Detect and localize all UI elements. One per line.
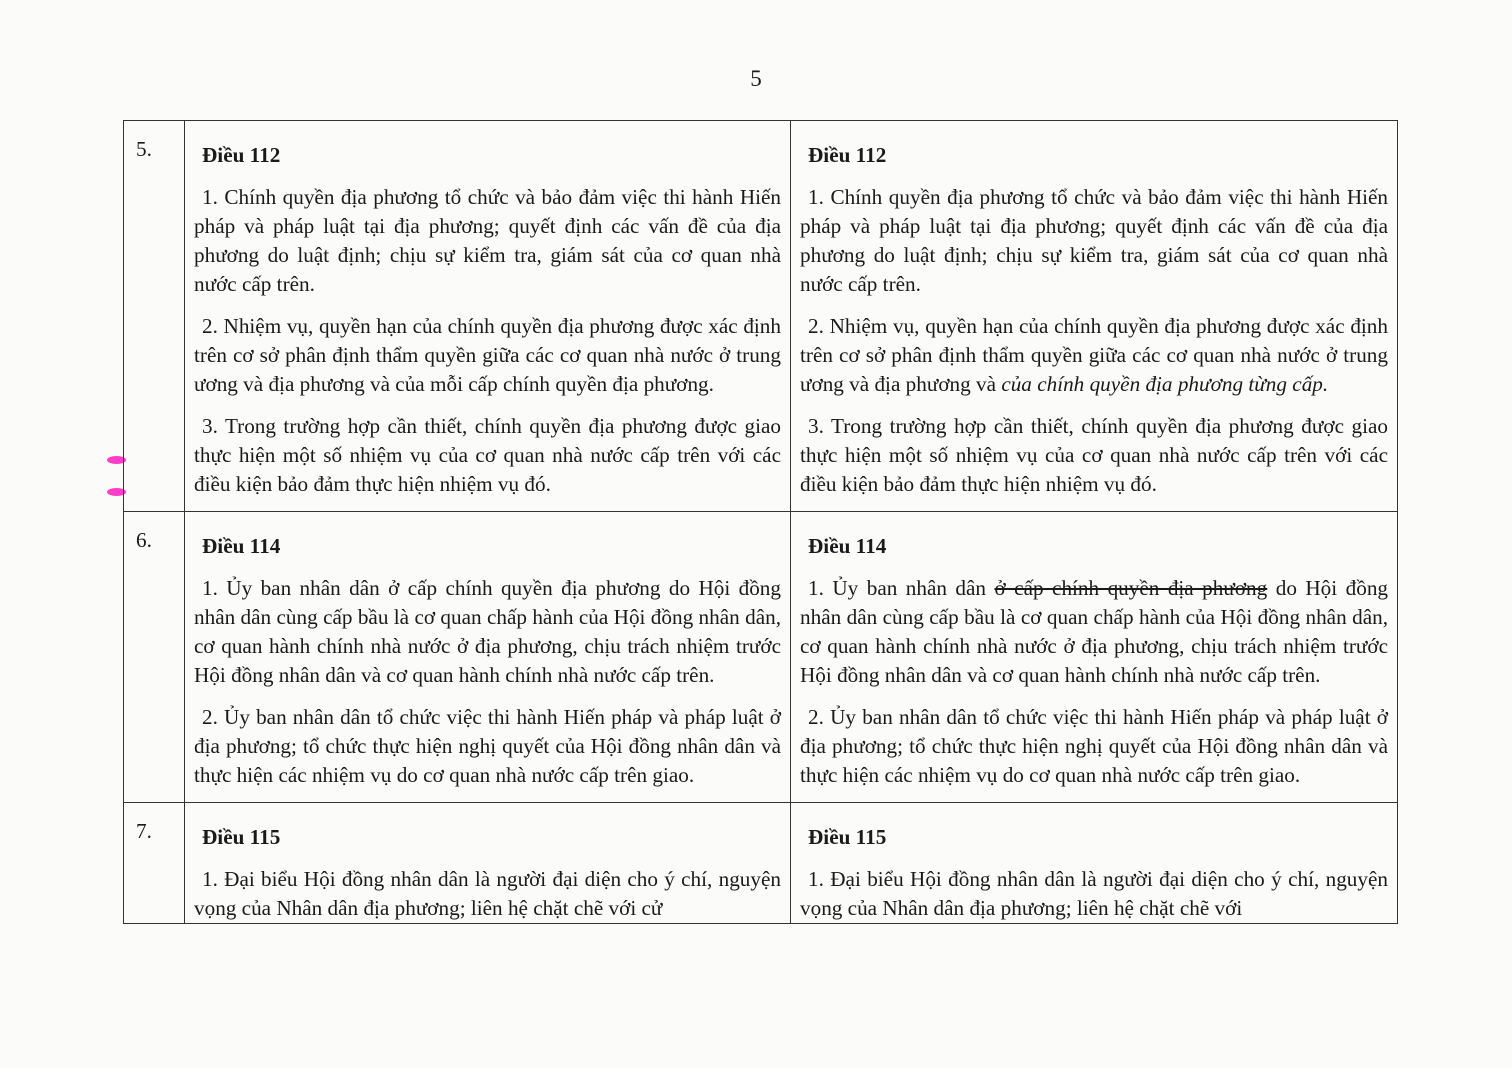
amended-text-cell — [791, 512, 1398, 803]
article-title: Điều 115 — [808, 825, 887, 849]
original-text-cell — [185, 512, 791, 803]
clause: 2. Ủy ban nhân dân tổ chức việc thi hành Hiến pháp và pháp luật ở địa phương; tổ chức thực hiện nghị quyết của Hội đồng nhân dân và thực hiện các nhiệm vụ do cơ quan nhà nước cấp trên giao. — [194, 705, 781, 787]
row-number: 5. — [124, 121, 185, 512]
clause: 1. Đại biểu Hội đồng nhân dân là người đại diện cho ý chí, nguyện vọng của Nhân dân địa phương; liên hệ chặt chẽ với — [800, 867, 1388, 920]
clause: 2. Nhiệm vụ, quyền hạn của chính quyền địa phương được xác định trên cơ sở phân định thẩm quyền giữa các cơ quan nhà nước ở trung ương và địa phương và của mỗi cấp chính quyền địa phương. — [194, 314, 781, 396]
article-title: Điều 114 — [808, 534, 887, 558]
row-number: 6. — [124, 512, 185, 803]
amended-italic-text: của chính quyền địa phương từng cấp. — [1001, 372, 1329, 396]
clause: 3. Trong trường hợp cần thiết, chính quyền địa phương được giao thực hiện một số nhiệm vụ của cơ quan nhà nước cấp trên với các điều kiện bảo đảm thực hiện nhiệm vụ đó. — [194, 414, 781, 496]
comparison-table — [123, 120, 1398, 924]
article-title: Điều 112 — [808, 143, 887, 167]
page-number: 5 — [750, 66, 762, 91]
row-number: 7. — [124, 803, 185, 924]
original-text-cell — [185, 803, 791, 924]
original-text-cell — [185, 121, 791, 512]
clause: 3. Trong trường hợp cần thiết, chính quyền địa phương được giao thực hiện một số nhiệm vụ của cơ quan nhà nước cấp trên với các điều kiện bảo đảm thực hiện nhiệm vụ đó. — [800, 414, 1388, 496]
clause — [800, 312, 1388, 399]
article-title: Điều 114 — [202, 534, 281, 558]
article-title: Điều 115 — [202, 825, 281, 849]
clause: 1. Chính quyền địa phương tổ chức và bảo đảm việc thi hành Hiến pháp và pháp luật tại địa phương; quyết định các vấn đề của địa phương do luật định; chịu sự kiểm tra, giám sát của cơ quan nhà nước cấp trên. — [194, 185, 781, 296]
table-row — [124, 512, 1398, 803]
clause: 2. Ủy ban nhân dân tổ chức việc thi hành Hiến pháp và pháp luật ở địa phương; tổ chức thực hiện nghị quyết của Hội đồng nhân dân và thực hiện các nhiệm vụ do cơ quan nhà nước cấp trên giao. — [800, 705, 1388, 787]
table-row — [124, 121, 1398, 512]
amended-text-cell — [791, 121, 1398, 512]
clause: 1. Ủy ban nhân dân ở cấp chính quyền địa phương do Hội đồng nhân dân cùng cấp bầu là cơ quan chấp hành của Hội đồng nhân dân, cơ quan hành chính nhà nước ở địa phương, chịu trách nhiệm trước Hội đồng nhân dân và cơ quan hành chính nhà nước cấp trên. — [194, 576, 781, 687]
clause-text: do Hội đồng nhân dân cùng cấp bầu là cơ quan chấp hành của Hội đồng nhân dân, cơ quan hành chính nhà nước ở địa phương, chịu trách nhiệm trước Hội đồng nhân dân và cơ quan hành chính nhà nước cấp trên. — [800, 576, 1388, 687]
table-row — [124, 803, 1398, 924]
clause-text: 2. Nhiệm vụ, quyền hạn của chính quyền địa phương được xác định trên cơ sở phân định thẩm quyền giữa các cơ quan nhà nước ở trung ương và địa phương và — [800, 314, 1388, 396]
amended-text-cell — [791, 803, 1398, 924]
article-title: Điều 112 — [202, 143, 281, 167]
clause — [800, 574, 1388, 690]
clause: 1. Chính quyền địa phương tổ chức và bảo đảm việc thi hành Hiến pháp và pháp luật tại địa phương; quyết định các vấn đề của địa phương do luật định; chịu sự kiểm tra, giám sát của cơ quan nhà nước cấp trên. — [800, 185, 1388, 296]
clause: 1. Đại biểu Hội đồng nhân dân là người đại diện cho ý chí, nguyện vọng của Nhân dân địa phương; liên hệ chặt chẽ với cử — [194, 867, 781, 920]
clause-text: 1. Ủy ban nhân dân — [808, 576, 995, 600]
struck-through-text: ở cấp chính quyền địa phương — [994, 576, 1268, 600]
